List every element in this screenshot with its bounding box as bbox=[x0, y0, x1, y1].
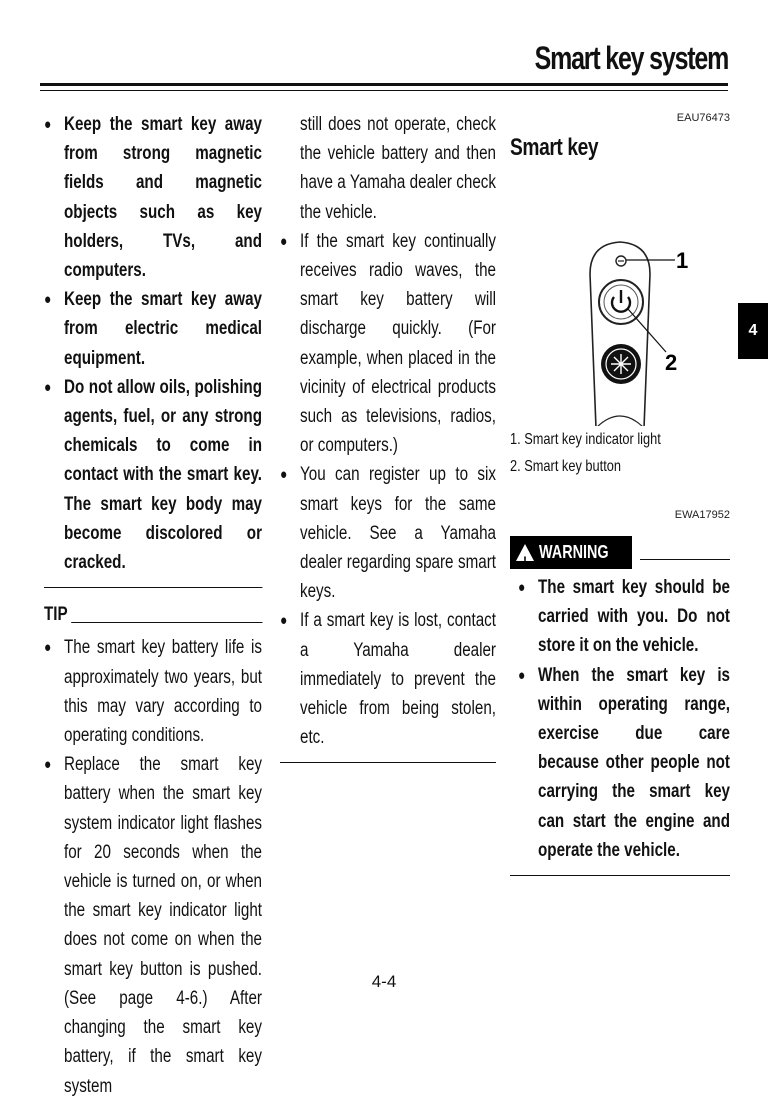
warning-triangle-icon: ! bbox=[516, 544, 534, 561]
tip-end-rule bbox=[280, 762, 496, 763]
tip-item: ● If the smart key continually receives radio waves, the smart key battery will discharge quickly. (For example, when placed in the vicinity of electrical products such as televisions, radios, or computers.) bbox=[280, 227, 496, 461]
tip-continuation: still does not operate, check the vehicle battery and then have a Yamaha dealer check the vehicle. bbox=[300, 114, 496, 223]
caution-list bbox=[44, 110, 262, 577]
caution-end-rule bbox=[44, 587, 262, 588]
caution-item: ● Keep the smart key away from strong magnetic fields and magnetic objects such as key holders, TVs, and computers. bbox=[44, 110, 262, 285]
tip-item: ● Replace the smart key battery when the smart key system indicator light flashes for 20 seconds when the vehicle is turned on, or when the smart key indicator light does not come on when the smart key button is pushed. (See page 4-6.) After changing the smart key battery, if the smart key system bbox=[44, 750, 262, 1100]
warning-label: WARNING bbox=[539, 541, 609, 562]
warning-item: ● When the smart key is within operating range, exercise due care because other people not carrying the smart key can start the engine and operate the vehicle. bbox=[518, 661, 730, 865]
tip-label: TIP bbox=[44, 604, 68, 626]
header-rule-thick bbox=[40, 83, 728, 86]
tip-list-continued bbox=[280, 227, 496, 753]
warning-rule bbox=[640, 559, 730, 560]
tip-item: ● The smart key battery life is approximately two years, but this may vary according to operating conditions. bbox=[44, 633, 262, 750]
warning-list bbox=[510, 573, 730, 865]
warning-header bbox=[510, 536, 730, 569]
tip-item: ● You can register up to six smart keys for the same vehicle. See a Yamaha dealer regarding spare smart keys. bbox=[280, 460, 496, 606]
column-2 bbox=[280, 110, 496, 775]
warning-code: EWA17952 bbox=[674, 508, 730, 521]
column-3 bbox=[510, 110, 730, 888]
figure-legend bbox=[510, 426, 730, 480]
tip-item: ● If a smart key is lost, contact a Yamaha dealer immediately to prevent the vehicle from being stolen, etc. bbox=[280, 606, 496, 752]
section-title: Smart key bbox=[510, 134, 599, 162]
legend-item: 2. Smart key button bbox=[510, 458, 621, 476]
page-title: Smart key system bbox=[534, 40, 728, 76]
callout-2: 2 bbox=[665, 350, 678, 376]
tip-header bbox=[44, 600, 262, 629]
legend-item: 1. Smart key indicator light bbox=[510, 431, 661, 449]
callout-1: 1 bbox=[676, 248, 689, 274]
warning-item: ● The smart key should be carried with you. Do not store it on the vehicle. bbox=[518, 573, 730, 661]
warning-badge bbox=[510, 536, 632, 569]
caution-item: ● Keep the smart key away from electric medical equipment. bbox=[44, 285, 262, 373]
tip-rule bbox=[71, 622, 262, 623]
warning-end-rule bbox=[510, 875, 730, 876]
chapter-tab: 4 bbox=[738, 303, 768, 359]
header-rule-thin bbox=[40, 90, 728, 91]
tip-list bbox=[44, 633, 262, 1100]
column-1 bbox=[44, 110, 262, 1101]
smart-key-illustration bbox=[510, 164, 730, 426]
smart-key-figure bbox=[510, 164, 730, 426]
caution-item: ● Do not allow oils, polishing agents, fuel, or any strong chemicals to come in contact with the smart key. The smart key body may become discolored or cracked. bbox=[44, 373, 262, 577]
page-number: 4-4 bbox=[371, 972, 397, 991]
section-code: EAU76473 bbox=[676, 112, 730, 124]
